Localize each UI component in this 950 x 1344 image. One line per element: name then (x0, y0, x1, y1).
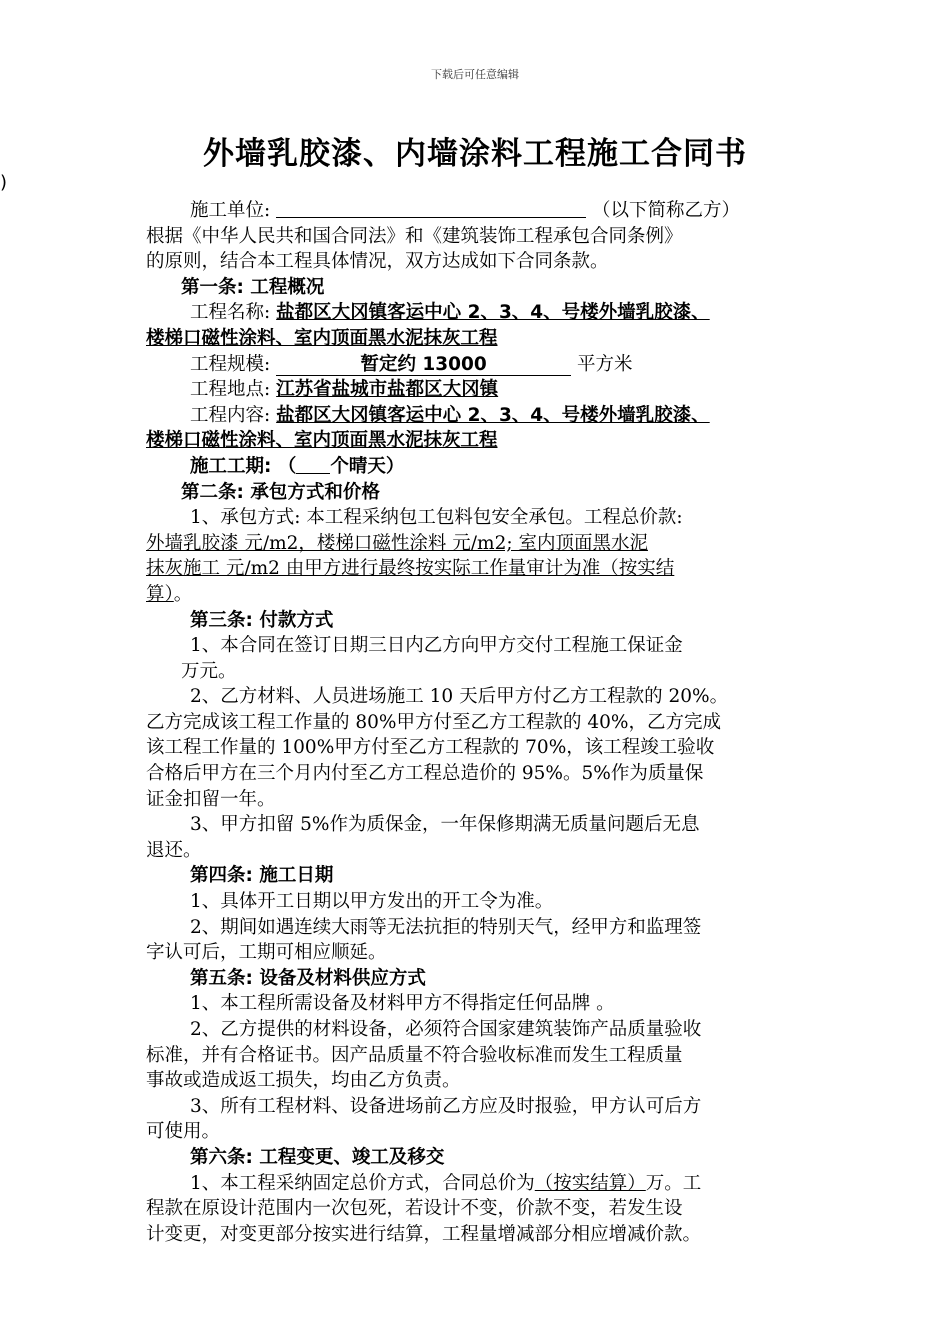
project-site-line (146, 377, 806, 403)
project-scale-line (146, 352, 806, 378)
contractor-suffix: （以下简称乙方） (592, 200, 741, 221)
contract-body (146, 198, 806, 1247)
project-name-line (146, 300, 806, 326)
paragraph-line: 1、本工程所需设备及材料甲方不得指定任何品牌 。 (190, 993, 615, 1015)
document-title: 外墙乳胶漆、内墙涂料工程施工合同书 (203, 136, 747, 172)
paragraph-line: 2、乙方提供的材料设备，必须符合国家建筑装饰产品质量验收 (190, 1019, 702, 1040)
stray-parenthesis: ) (0, 172, 8, 193)
section-heading: 第六条: 工程变更、竣工及移交 (190, 1146, 445, 1168)
paragraph-line: 标准，并有合格证书。因产品质量不符合验收标准而发生工程质量 (146, 1044, 683, 1066)
unit-label: 平方米 (577, 353, 633, 375)
contractor-line (146, 198, 806, 224)
period-blank (296, 455, 330, 474)
paragraph-line: 证金扣留一年。 (146, 788, 276, 810)
paragraph-line: 2、乙方材料、人员进场施工 10 天后甲方付乙方工程款的 20%。 (190, 686, 729, 708)
intro-line: 的原则，结合本工程具体情况，双方达成如下合同条款。 (146, 251, 609, 273)
paragraph-line: 退还。 (146, 839, 202, 861)
paragraph-line: 1、具体开工日期以甲方发出的开工令为准。 (190, 891, 554, 913)
period-suffix: 个晴天） (330, 455, 405, 477)
field-label: 工程内容: (190, 404, 271, 426)
field-label: 工程地点: (190, 379, 271, 401)
project-name-value: 盐都区大冈镇客运中心 2、3、4、号楼外墙乳胶漆、 (276, 302, 710, 324)
field-label: 工程规模: (190, 353, 271, 375)
period-mark: 。 (173, 583, 193, 605)
paragraph-line: 1、承包方式: 本工程采纳包工包料包安全承包。工程总价款: (190, 507, 683, 529)
project-name-value: 楼梯口磁性涂料、室内顶面黑水泥抹灰工程 (146, 327, 498, 349)
project-content-line (146, 403, 806, 429)
paragraph-line: 3、甲方扣留 5%作为质保金，一年保修期满无质量问题后无息 (190, 814, 700, 836)
paragraph-line: 事故或造成返工损失，均由乙方负责。 (146, 1070, 461, 1092)
intro-line: 根据《中华人民共和国合同法》和《建筑装饰工程承包合同条例》 (146, 225, 683, 247)
section-heading: 第一条: 工程概况 (181, 276, 325, 298)
total-price-text: 1、本工程采纳固定总价方式，合同总价为 (190, 1172, 535, 1194)
paragraph-line: 程款在原设计范围内一次包死，若设计不变，价款不变，若发生设 (146, 1198, 683, 1220)
paragraph-line: 可使用。 (146, 1121, 221, 1143)
total-price-value: （按实结算） (534, 1172, 646, 1194)
section-heading: 第五条: 设备及材料供应方式 (190, 967, 426, 989)
paragraph-line: 合格后甲方在三个月内付至乙方工程总造价的 95%。5%作为质量保 (146, 763, 704, 785)
project-content-value: 盐都区大冈镇客运中心 2、3、4、号楼外墙乳胶漆、 (276, 404, 710, 426)
project-content-value: 楼梯口磁性涂料、室内顶面黑水泥抹灰工程 (146, 430, 498, 452)
header-note: 下载后可任意编辑 (431, 68, 519, 81)
price-line: 外墙乳胶漆 元/m2，楼梯口磁性涂料 元/m2; 室内顶面黑水泥 (146, 532, 648, 554)
settlement-note: 算） (146, 583, 174, 605)
paragraph-line (146, 1171, 806, 1197)
paragraph-line: 字认可后，工期可相应顺延。 (146, 942, 387, 964)
project-scale-value: 暂定约 13000 (276, 355, 571, 376)
paragraph-line: 该工程工作量的 100%甲方付至乙方工程款的 70%，该工程竣工验收 (146, 737, 715, 759)
paragraph-line: 乙方完成该工程工作量的 80%甲方付至乙方工程款的 40%，乙方完成 (146, 711, 722, 733)
field-label: 工程名称: (190, 302, 271, 324)
contractor-label: 施工单位: (190, 200, 271, 221)
price-line (146, 582, 806, 608)
paragraph-line: 2、期间如遇连续大雨等无法抗拒的特别天气，经甲方和监理签 (190, 916, 702, 938)
period-label: 施工工期: （ (190, 455, 297, 477)
section-heading: 第三条: 付款方式 (190, 609, 334, 631)
paragraph-line: 3、所有工程材料、设备进场前乙方应及时报验，甲方认可后方 (190, 1095, 702, 1117)
total-price-unit: 万。工 (645, 1172, 702, 1194)
price-line: 抹灰施工 元/m2 由甲方进行最终按实际工作量审计为准（按实结 (146, 558, 675, 580)
paragraph-line: 计变更，对变更部分按实进行结算，工程量增减部分相应增减价款。 (146, 1223, 702, 1245)
section-heading: 第四条: 施工日期 (190, 865, 334, 887)
paragraph-line: 万元。 (181, 660, 237, 682)
contractor-blank (276, 199, 586, 218)
paragraph-line: 1、本合同在签订日期三日内乙方向甲方交付工程施工保证金 (190, 635, 683, 657)
project-site-value: 江苏省盐城市盐都区大冈镇 (276, 379, 499, 401)
construction-period-line (146, 454, 806, 480)
section-heading: 第二条: 承包方式和价格 (181, 481, 380, 503)
